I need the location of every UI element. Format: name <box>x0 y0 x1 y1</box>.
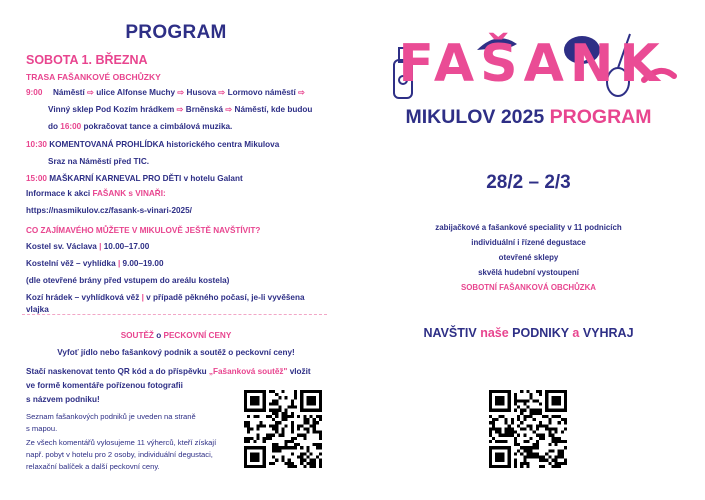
logo-text: FAŠANK <box>398 34 666 94</box>
route-end-time: 16:00 <box>60 122 82 131</box>
contest-step-3: s názvem podniku! <box>26 395 100 404</box>
contest-title <box>0 327 352 345</box>
contest-line: Vyfoť jídlo nebo fašankový podnik a soutěž o peckovní ceny! <box>57 348 295 357</box>
tour-time: 10:30 <box>26 140 47 149</box>
visit-line-4 <box>26 289 305 307</box>
visit-note: v případě pěkného počasí, je-li vyvěšena <box>146 293 305 302</box>
left-panel <box>0 0 352 500</box>
venues-qr-code[interactable] <box>489 390 567 468</box>
route-text: do <box>48 122 59 131</box>
route-line-2 <box>48 101 312 119</box>
contest-note-2: s mapou. <box>26 424 58 433</box>
visit-hours: 9.00–19.00 <box>122 259 164 268</box>
arrow-icon: ⇨ <box>176 105 184 114</box>
tour-line-1 <box>26 136 279 154</box>
qr-icon <box>489 390 567 468</box>
visit-line-2 <box>26 255 164 273</box>
route-time: 9:00 <box>26 88 43 97</box>
contest-title-a: SOUTĚŽ <box>120 331 154 340</box>
cta-word: NAVŠTIV <box>423 326 477 340</box>
arrow-icon: ⇨ <box>298 88 305 97</box>
feature-item: individuální i řízené degustace <box>471 238 586 247</box>
contest-qr-code[interactable] <box>244 390 322 468</box>
info-text: Informace k akci <box>26 189 91 198</box>
contest-note-4: např. pobyt v hotelu pro 2 osoby, individuální degustaci, <box>26 450 213 459</box>
route-stop: Husova <box>186 88 217 97</box>
visit-title: CO ZAJÍMAVÉHO MŮŽETE V MIKULOVĚ JEŠTĚ NAVŠTÍVIT? <box>26 226 261 235</box>
carnival-time: 15:00 <box>26 174 47 183</box>
contest-title-c: PECKOVNÍ CENY <box>163 331 232 340</box>
contest-text: vložit <box>289 367 311 376</box>
visit-place: Kostelní věž – vyhlídka <box>26 259 116 268</box>
arrow-icon: ⇨ <box>218 88 226 97</box>
cta-word: naše <box>480 326 509 340</box>
feature-item: skvělá hudební vystoupení <box>478 268 579 277</box>
mikulov-year: MIKULOV 2025 <box>405 106 545 128</box>
visit-line-1 <box>26 238 149 256</box>
feature-item: otevřené sklepy <box>498 253 559 262</box>
info-url[interactable]: https://nasmikulov.cz/fasank-s-vinari-2025/ <box>26 206 192 215</box>
route-stop: Vinný sklep Pod Kozím hrádkem <box>48 105 175 114</box>
program-heading: PROGRAM <box>125 22 227 43</box>
fasank-logo <box>382 20 682 100</box>
qr-icon <box>244 390 322 468</box>
right-panel <box>352 0 705 500</box>
route-text: pokračovat tance a cimbálová muzika. <box>83 122 233 131</box>
saturday-title: SOBOTA 1. BŘEZNA <box>26 53 148 67</box>
route-stop: Náměstí <box>52 88 85 97</box>
route-stop: Lormovo náměstí <box>227 88 296 97</box>
tour-line-2: Sraz na Náměstí před TIC. <box>48 157 150 166</box>
mikulov-title <box>352 106 705 129</box>
route-title: TRASA FAŠANKOVÉ OBCHŮZKY <box>26 72 161 82</box>
cta-line <box>352 326 705 340</box>
cta-word: VYHRAJ <box>582 326 634 340</box>
contest-title-b: o <box>156 331 162 340</box>
event-dates: 28/2 – 2/3 <box>486 172 571 193</box>
feature-item: zabijačkové a fašankové speciality v 11 podnicích <box>435 223 622 232</box>
cta-word: a <box>572 326 580 340</box>
feature-highlight: SOBOTNÍ FAŠANKOVÁ OBCHŮZKA <box>460 283 597 292</box>
contest-note-1: Seznam fašankových podniků je uveden na straně <box>26 412 196 421</box>
visit-hours: 10.00–17.00 <box>103 242 150 251</box>
route-stop: ulice Alfonse Muchy <box>96 88 176 97</box>
visit-line-5: vlajka <box>26 305 49 314</box>
separator: | <box>99 242 102 251</box>
route-line-1 <box>26 84 305 102</box>
arrow-icon: ⇨ <box>177 88 185 97</box>
arrow-icon: ⇨ <box>225 105 233 114</box>
contest-step-2: ve formě komentáře pořízenou fotografii <box>26 381 183 390</box>
program-word: PROGRAM <box>549 106 652 128</box>
visit-line-3: (dle otevřené brány před vstupem do areálu kostela) <box>26 276 230 285</box>
contest-text: Stačí naskenovat tento QR kód a do příspěvku <box>26 367 207 376</box>
visit-place: Kozí hrádek – vyhlídková věž <box>26 293 140 302</box>
info-line <box>26 185 166 203</box>
cta-word: PODNIKY <box>512 326 569 340</box>
tour-text: KOMENTOVANÁ PROHLÍDKA historického centra Mikulova <box>49 140 280 149</box>
separator: | <box>141 293 144 302</box>
route-line-3 <box>48 118 232 136</box>
dashed-divider <box>22 314 327 315</box>
carnival-text: MAŠKARNÍ KARNEVAL PRO DĚTI v hotelu Galant <box>49 174 243 183</box>
contest-note-5: relaxační balíček a další peckovní ceny. <box>26 462 160 471</box>
contest-hashtag: „Fašanková soutěž" <box>208 367 288 376</box>
route-stop: Brněnská <box>185 105 224 114</box>
arrow-icon: ⇨ <box>87 88 94 97</box>
contest-note-3: Ze všech komentářů vylosujeme 11 výherců, kteří získají <box>26 438 217 447</box>
info-highlight: FAŠANK s VINAŘI: <box>92 189 166 198</box>
visit-place: Kostel sv. Václava <box>26 242 97 251</box>
separator: | <box>117 259 121 268</box>
route-stop: Náměstí, kde budou <box>234 105 313 114</box>
